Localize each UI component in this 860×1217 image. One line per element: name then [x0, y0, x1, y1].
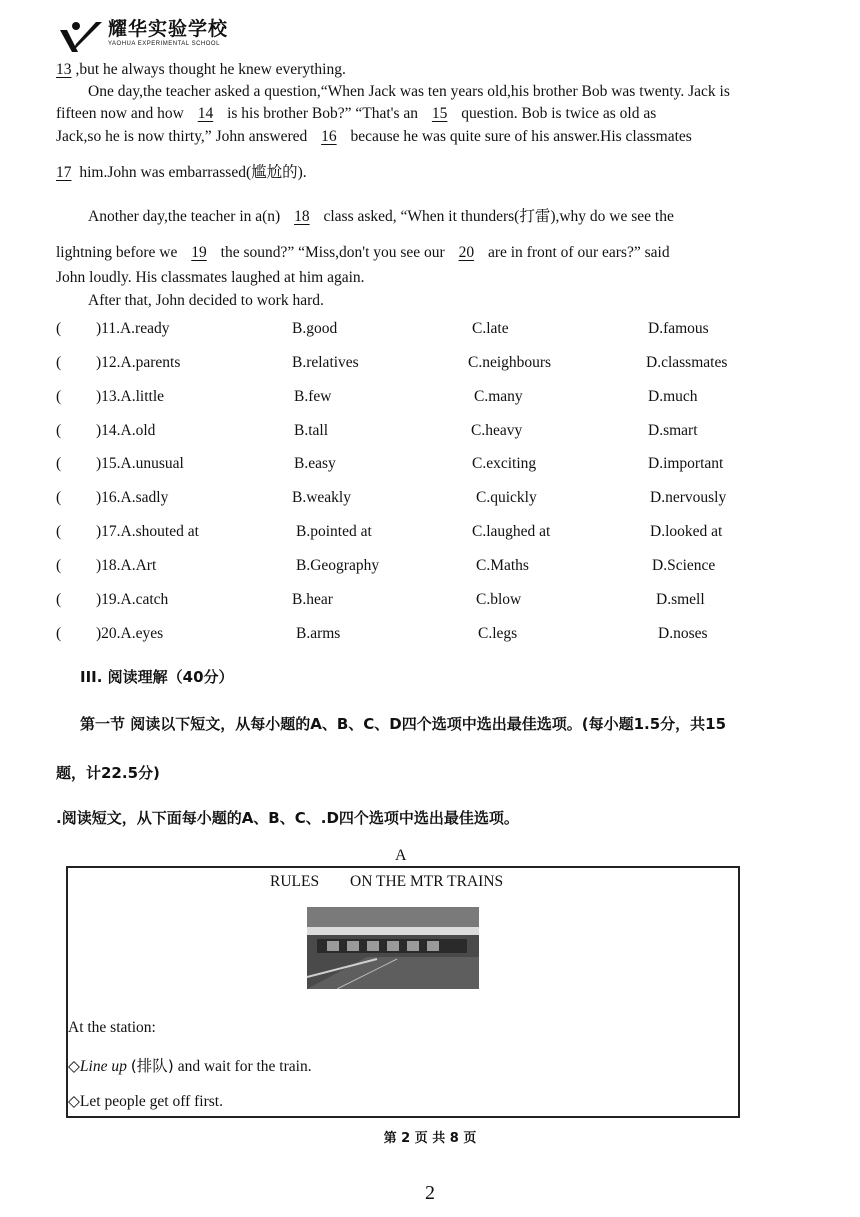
train-photo [307, 907, 479, 989]
option-row: ( )12.A.parents B.relatives C.neighbours D.classmates [56, 354, 728, 371]
option-row: ( )11.A.ready B.good C.late D.famous [56, 320, 709, 337]
passage-line-3: fifteen now and how 14 is his brother Bob?” “That's an 15 question. Bob is twice as old as [56, 105, 657, 122]
school-name-cn: 耀华实验学校 [108, 18, 229, 40]
passage-line-9: After that, John decided to work hard. [88, 292, 324, 309]
school-name-en: YAOHUA EXPERIMENTAL SCHOOL [108, 41, 220, 47]
box-title-left: RULES [270, 873, 320, 890]
instructions-line-1: 第一节 阅读以下短文，从每小题的A、B、C、D四个选项中选出最佳选项。(每小题1.5分，共15 [80, 715, 727, 733]
passage-line-7: lightning before we 19 the sound?” “Miss,don't you see our 20 are in front of our ears?” said [56, 244, 670, 261]
station-label: At the station: [68, 1019, 156, 1036]
option-row: ( )17.A.shouted at B.pointed at C.laughed at D.looked at [56, 523, 723, 540]
school-emblem-icon [58, 18, 104, 58]
blank-14: 14 [197, 105, 214, 122]
blank-18: 18 [294, 208, 310, 225]
option-row: ( )13.A.little B.few C.many D.much [56, 388, 698, 405]
box-title-right: ON THE MTR TRAINS [350, 873, 504, 890]
option-row: ( )15.A.unusual B.easy C.exciting D.important [56, 455, 724, 472]
passage-line-2: One day,the teacher asked a question,“When Jack was ten years old,his brother Bob was twenty. Jack is [88, 83, 730, 100]
page-info: 第 2 页 共 8 页 [383, 1131, 477, 1146]
rule-get-off: ◇Let people get off first. [68, 1093, 223, 1110]
blank-16: 16 [321, 128, 337, 145]
passage-line-4: Jack,so he is now thirty,” John answered 16 because he was quite sure of his answer.His classmates [56, 128, 692, 145]
diamond-bullet-icon: ◇ [68, 1093, 80, 1110]
passage-line-1: 13 ,but he always thought he knew everything. [56, 61, 346, 78]
blank-15: 15 [431, 105, 448, 122]
passage-line-5: 17 him.John was embarrassed(尴尬的). [56, 164, 307, 181]
rule-line-up: ◇Line up (排队) and wait for the train. [68, 1057, 312, 1075]
instructions-line-2: 题，计22.5分) [56, 764, 160, 782]
instructions-line-3: .阅读短文，从下面每小题的A、B、C、.D四个选项中选出最佳选项。 [56, 809, 519, 827]
blank-20: 20 [458, 244, 475, 261]
option-row: ( )16.A.sadly B.weakly C.quickly D.nervously [56, 489, 727, 506]
blank-13: 13 [56, 61, 72, 78]
blank-17: 17 [56, 164, 72, 181]
passage-a-box [66, 866, 740, 1118]
diamond-bullet-icon: ◇ [68, 1058, 80, 1075]
section-heading: III. 阅读理解（40分） [80, 668, 234, 686]
option-row: ( )18.A.Art B.Geography C.Maths D.Science [56, 557, 716, 574]
page-number: 2 [425, 1182, 435, 1204]
school-logo [58, 18, 228, 58]
passage-line-6: Another day,the teacher in a(n) 18 class asked, “When it thunders(打雷),why do we see the [88, 208, 674, 225]
passage-label: A [395, 847, 407, 864]
option-row: ( )20.A.eyes B.arms C.legs D.noses [56, 625, 708, 642]
option-row: ( )14.A.old B.tall C.heavy D.smart [56, 422, 698, 439]
blank-19: 19 [191, 244, 207, 261]
passage-line-8: John loudly. His classmates laughed at him again. [56, 269, 365, 286]
option-row: ( )19.A.catch B.hear C.blow D.smell [56, 591, 705, 608]
